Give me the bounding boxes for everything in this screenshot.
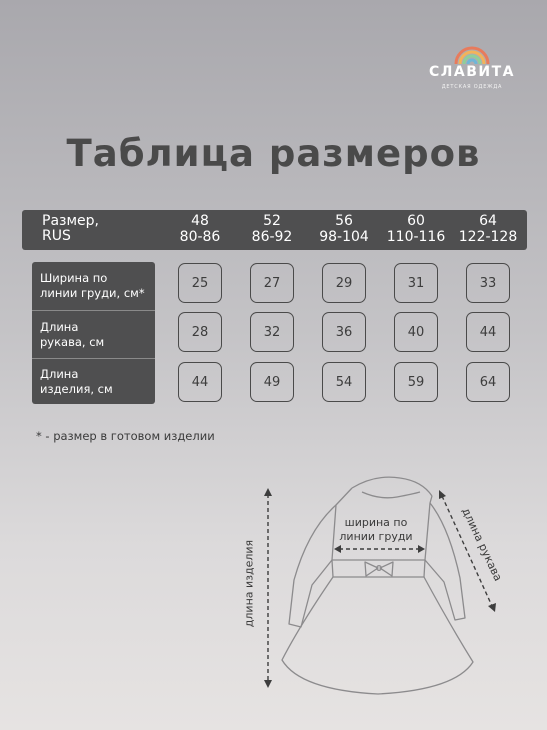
dress-outline	[282, 477, 473, 694]
value-cell: 25	[178, 263, 222, 303]
row-label-line1: Ширина по	[40, 271, 108, 285]
garment-length-label: длина изделия	[242, 539, 256, 628]
brand-subtitle: ДЕТСКАЯ ОДЕЖДА	[441, 84, 503, 90]
garment-length-arrow	[264, 488, 272, 688]
value-cell: 29	[322, 263, 366, 303]
value-cell: 31	[394, 263, 438, 303]
row-label-line2: рукава, см	[40, 334, 105, 349]
size-number: 56	[335, 213, 353, 229]
size-height: 110-116	[386, 229, 446, 245]
value-cell: 49	[250, 362, 294, 402]
size-number: 64	[479, 213, 497, 229]
value-cell: 33	[466, 263, 510, 303]
value-cell: 28	[178, 312, 222, 352]
value-cell: 44	[466, 312, 510, 352]
size-height: 98-104	[319, 229, 369, 245]
size-number: 48	[191, 213, 209, 229]
chest-width-label	[336, 516, 416, 544]
size-number: 52	[263, 213, 281, 229]
chest-width-arrow	[334, 545, 425, 553]
value-cell: 54	[322, 362, 366, 402]
value-cell: 44	[178, 362, 222, 402]
value-cell: 32	[250, 312, 294, 352]
value-cell: 64	[466, 362, 510, 402]
bow-icon	[365, 562, 393, 576]
row-label-line1: Длина	[40, 366, 79, 381]
size-number: 60	[407, 213, 425, 229]
value-cell: 27	[250, 263, 294, 303]
size-height: 80-86	[179, 229, 221, 245]
size-header-label-line1: Размер,	[42, 213, 99, 229]
chest-label-line1: ширина по	[344, 516, 408, 529]
sleeve-length-label: длина рукава	[459, 505, 505, 584]
size-height: 122-128	[458, 229, 518, 245]
footnote: * - размер в готовом изделии	[36, 429, 215, 443]
value-cell: 59	[394, 362, 438, 402]
value-cell: 40	[394, 312, 438, 352]
row-label-line2: линии груди, см*	[40, 286, 145, 300]
page-title: Таблица размеров	[66, 132, 481, 175]
row-label-line2: изделия, см	[40, 381, 113, 396]
size-height: 86-92	[251, 229, 293, 245]
brand-name: СЛАВИТА	[428, 64, 515, 80]
chest-label-line2: линии груди	[339, 530, 413, 543]
value-cell: 36	[322, 312, 366, 352]
size-header-label-line2: RUS	[42, 228, 71, 244]
row-label-line1: Длина	[40, 319, 79, 334]
